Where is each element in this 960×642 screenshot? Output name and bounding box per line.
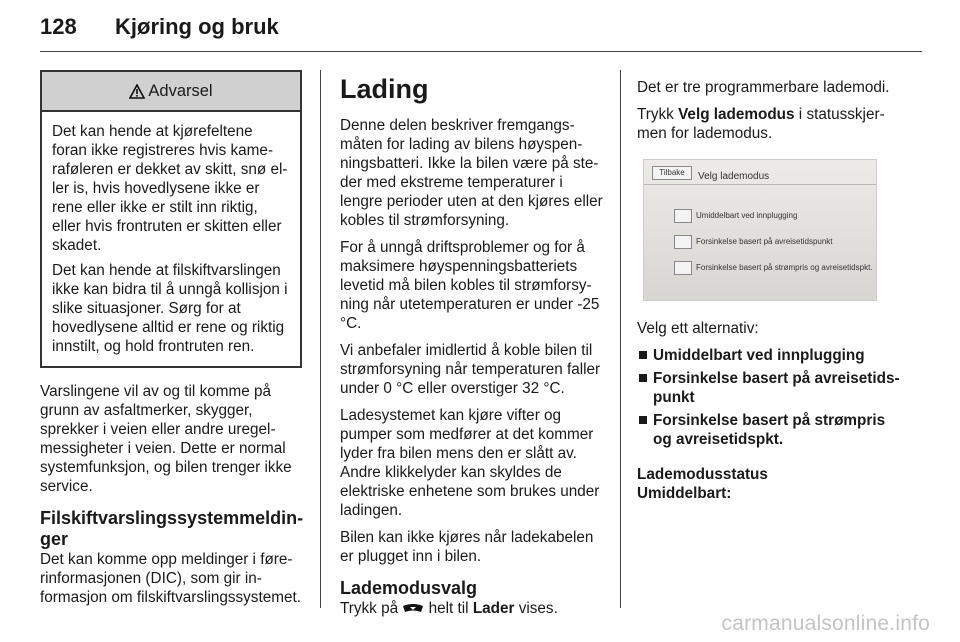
column-right — [637, 78, 905, 503]
warning-box — [40, 70, 302, 368]
paragraph: Det er tre programmerbare lademodi. — [637, 79, 890, 96]
option-list — [637, 346, 905, 449]
paragraph: Bilen kan ikke kjøres når ladekabelen er plugget inn i bilen. — [340, 529, 594, 565]
screen-option-label: Forsinkelse basert på strømpris og avreisetidspkt. — [696, 263, 873, 272]
status-value: Umiddelbart: — [637, 485, 732, 502]
screen-option-label: Forsinkelse basert på avreisetidspunkt — [696, 237, 833, 246]
list-item: Umiddelbart ved innplugging — [637, 346, 905, 365]
bold-term: Lader — [472, 600, 515, 617]
column-middle — [340, 70, 604, 626]
column-left — [40, 70, 302, 615]
warning-body — [42, 112, 300, 366]
section-heading-messages: Filskiftvarslingssystemmeldinger — [40, 508, 304, 549]
status-heading: Lademodusstatus — [637, 466, 768, 483]
page-number: 128 — [40, 14, 77, 39]
checkbox-icon — [674, 209, 692, 223]
screen-option — [674, 206, 797, 225]
screen-option — [674, 258, 873, 277]
bold-term: Velg lademodus — [678, 106, 795, 123]
warning-paragraph: Det kan hende at filskiftvarslingen ikke kan bidra til å unngå kollisjon i slike situasjoner. Sørg for at hovedlysene alltid er rene og riktig innstilt, og hold frontruten ren. — [52, 262, 288, 355]
text: helt til — [428, 600, 469, 617]
screen-option — [674, 232, 833, 251]
selector-button-icon — [402, 603, 424, 615]
warning-triangle-icon — [129, 84, 145, 99]
screen-back-button: Tilbake — [652, 166, 692, 180]
warning-paragraph: Det kan hende at kjørefeltene foran ikke registreres hvis kameraføleren er dekket av skitt, snø eller is, hvis hovedlysene ikke er rene eller ikke er stilt inn riktig, eller hvis frontruten er skitten eller skadet. — [52, 123, 288, 254]
warning-header — [42, 72, 300, 112]
column-divider — [620, 70, 621, 608]
page-header-title: Kjøring og bruk — [115, 14, 279, 39]
paragraph: Varslingene vil av og til komme på grunn av asfaltmerker, skygger, sprekker i veien eller andre uregelmessigheter i veien. Dette er normal systemfunksjon, og bilen trenger ikke service. — [40, 383, 292, 495]
text: Trykk — [637, 106, 674, 123]
header-divider — [40, 51, 922, 52]
paragraph — [637, 105, 905, 143]
watermark: carmanualsonline.info — [721, 612, 930, 635]
paragraph: Det kan komme opp meldinger i førerinformasjonen (DIC), som gir informasjon om filskiftvarslingssystemet. — [40, 551, 301, 606]
column-divider — [320, 70, 321, 608]
paragraph: Vi anbefaler imidlertid å koble bilen til strømforsyning når temperaturen faller under 0 °C eller overstiger 32 °C. — [340, 342, 601, 397]
checkbox-icon — [674, 261, 692, 275]
list-item: Forsinkelse basert på strømpris og avreisetidspkt. — [637, 411, 905, 449]
text: i statusskjermen for lademodus. — [637, 106, 885, 142]
checkbox-icon — [674, 235, 692, 249]
paragraph: For å unngå driftsproblemer og for å maksimere høyspenningsbatteriets levetid må bilen kobles til strømforsyning når utetemperaturen er under -25 °C. — [340, 239, 600, 332]
paragraph: Velg ett alternativ: — [637, 320, 759, 337]
paragraph: Denne delen beskriver fremgangsmåten for lading av bilens høyspenningsbatteri. Ikke la bilen være på steder med ekstreme temperaturer i lengre perioder uten at den kjøres eller kobles til strømforsyning. — [340, 117, 603, 229]
list-item: Forsinkelse basert på avreisetidspunkt — [637, 369, 905, 407]
text: Trykk på — [340, 600, 399, 617]
paragraph: Ladesystemet kan kjøre vifter og pumper som medfører at det kommer lyder fra bilen mens den er slått av. Andre klikkelyder kan skyldes de elektriske enhetene som brukes under ladingen. — [340, 407, 600, 519]
warning-heading: Advarsel — [148, 81, 213, 100]
screen-option-label: Umiddelbart ved innplugging — [696, 211, 798, 220]
section-heading-lading: Lading — [340, 74, 429, 104]
charge-mode-screen-image — [643, 159, 877, 301]
paragraph — [340, 599, 604, 618]
screen-divider — [644, 184, 876, 185]
section-heading-charge-mode: Lademodusvalg — [340, 578, 478, 598]
screen-title: Velg lademodus — [698, 171, 770, 182]
text: vises. — [518, 600, 558, 617]
